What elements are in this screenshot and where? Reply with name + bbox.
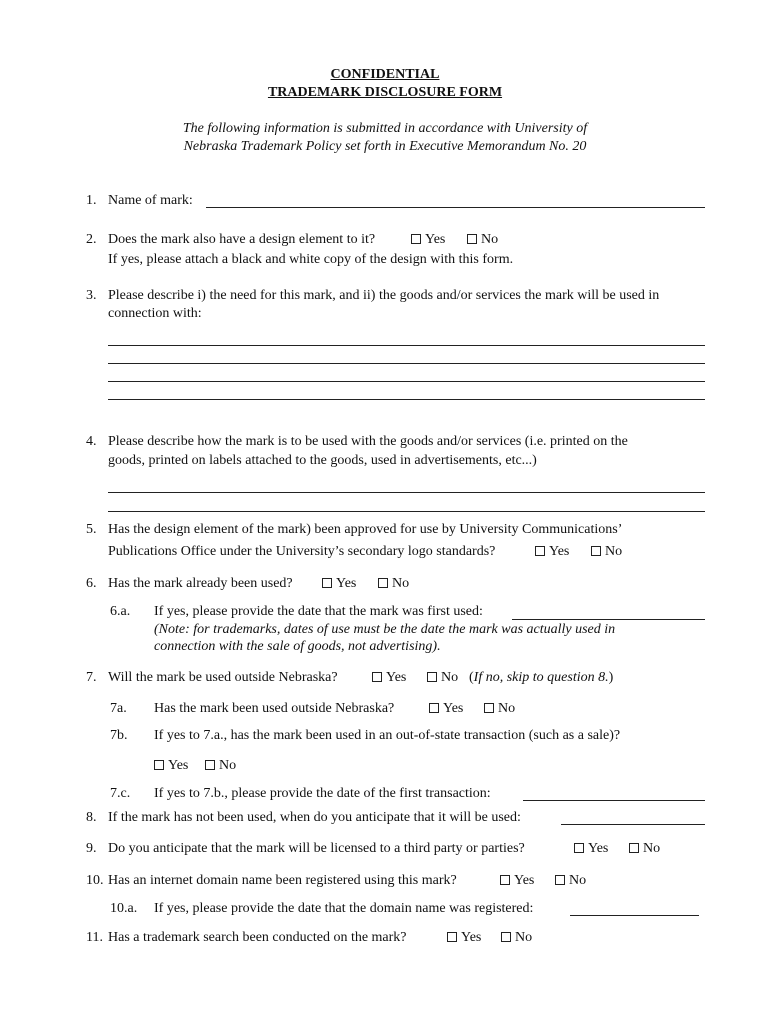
q7b-yes-checkbox[interactable]: Yes bbox=[154, 757, 188, 775]
checkbox-icon bbox=[378, 578, 388, 588]
checkbox-icon bbox=[322, 578, 332, 588]
q7b-number: 7b. bbox=[110, 728, 128, 743]
q2-yes-checkbox[interactable]: Yes bbox=[411, 231, 445, 249]
q2-label: Does the mark also have a design element to it? bbox=[108, 232, 376, 247]
intro-line-1: The following information is submitted in accordance with University of bbox=[182, 121, 588, 136]
q10-number: 10. bbox=[86, 873, 104, 888]
q1-label: Name of mark: bbox=[108, 193, 193, 208]
q11-label: Has a trademark search been conducted on the mark? bbox=[108, 930, 407, 945]
mark-name-field[interactable] bbox=[206, 207, 705, 208]
q3-answer-line-1[interactable] bbox=[108, 345, 705, 346]
checkbox-icon bbox=[484, 703, 494, 713]
checkbox-icon bbox=[591, 546, 601, 556]
q7-label: Will the mark be used outside Nebraska? bbox=[108, 670, 338, 685]
q3-label-line-2: connection with: bbox=[108, 306, 202, 321]
q3-number: 3. bbox=[86, 288, 97, 303]
q4-label-line-2: goods, printed on labels attached to the goods, used in advertisements, etc...) bbox=[108, 453, 537, 468]
q7-yes-checkbox[interactable]: Yes bbox=[372, 669, 406, 687]
q11-number: 11. bbox=[86, 930, 103, 945]
checkbox-icon bbox=[501, 932, 511, 942]
q7a-no-checkbox[interactable]: No bbox=[484, 700, 515, 718]
checkbox-icon bbox=[427, 672, 437, 682]
q3-answer-line-3[interactable] bbox=[108, 381, 705, 382]
checkbox-icon bbox=[411, 234, 421, 244]
q5-yes-checkbox[interactable]: Yes bbox=[535, 543, 569, 561]
q7b-no-checkbox[interactable]: No bbox=[205, 757, 236, 775]
checkbox-icon bbox=[447, 932, 457, 942]
checkbox-icon bbox=[205, 760, 215, 770]
q11-no-checkbox[interactable]: No bbox=[501, 929, 532, 947]
q2-number: 2. bbox=[86, 232, 97, 247]
q9-yes-checkbox[interactable]: Yes bbox=[574, 840, 608, 858]
q8-label: If the mark has not been used, when do you anticipate that it will be used: bbox=[108, 810, 521, 825]
q7c-label: If yes to 7.b., please provide the date of the first transaction: bbox=[154, 786, 491, 801]
q3-answer-line-4[interactable] bbox=[108, 399, 705, 400]
q10a-label: If yes, please provide the date that the domain name was registered: bbox=[154, 901, 534, 916]
q6a-label: If yes, please provide the date that the mark was first used: bbox=[154, 604, 483, 619]
domain-registration-date-field[interactable] bbox=[570, 915, 699, 916]
q4-label-line-1: Please describe how the mark is to be used with the goods and/or services (i.e. printed on the bbox=[108, 434, 628, 449]
q9-number: 9. bbox=[86, 841, 97, 856]
checkbox-icon bbox=[555, 875, 565, 885]
q4-number: 4. bbox=[86, 434, 97, 449]
q4-answer-line-1[interactable] bbox=[108, 492, 705, 493]
q6a-note-line-2: connection with the sale of goods, not advertising). bbox=[154, 639, 441, 654]
form-title-confidential: CONFIDENTIAL bbox=[330, 67, 440, 82]
q7a-yes-checkbox[interactable]: Yes bbox=[429, 700, 463, 718]
checkbox-icon bbox=[629, 843, 639, 853]
q10a-number: 10.a. bbox=[110, 901, 138, 916]
q7-no-checkbox[interactable]: No bbox=[427, 669, 458, 687]
q8-number: 8. bbox=[86, 810, 97, 825]
q7a-number: 7a. bbox=[110, 701, 127, 716]
q1-number: 1. bbox=[86, 193, 97, 208]
q7a-label: Has the mark been used outside Nebraska? bbox=[154, 701, 395, 716]
q7c-number: 7.c. bbox=[110, 786, 131, 801]
checkbox-icon bbox=[500, 875, 510, 885]
anticipated-use-date-field[interactable] bbox=[561, 824, 705, 825]
form-title: TRADEMARK DISCLOSURE FORM bbox=[267, 85, 503, 100]
q2-no-checkbox[interactable]: No bbox=[467, 231, 498, 249]
intro-line-2: Nebraska Trademark Policy set forth in Executive Memorandum No. 20 bbox=[183, 139, 587, 154]
q6a-number: 6.a. bbox=[110, 604, 131, 619]
q2-instructions: If yes, please attach a black and white copy of the design with this form. bbox=[108, 252, 514, 267]
q5-number: 5. bbox=[86, 522, 97, 537]
q6-no-checkbox[interactable]: No bbox=[378, 575, 409, 593]
q7-skip-note: (If no, skip to question 8.) bbox=[469, 670, 614, 685]
first-transaction-date-field[interactable] bbox=[523, 800, 705, 801]
q11-yes-checkbox[interactable]: Yes bbox=[447, 929, 481, 947]
checkbox-icon bbox=[535, 546, 545, 556]
q6-number: 6. bbox=[86, 576, 97, 591]
q3-answer-line-2[interactable] bbox=[108, 363, 705, 364]
checkbox-icon bbox=[467, 234, 477, 244]
q10-label: Has an internet domain name been registered using this mark? bbox=[108, 873, 457, 888]
q7b-label: If yes to 7.a., has the mark been used in an out-of-state transaction (such as a sale)? bbox=[154, 728, 621, 743]
q9-no-checkbox[interactable]: No bbox=[629, 840, 660, 858]
q4-answer-line-2[interactable] bbox=[108, 511, 705, 512]
q5-label-line-2: Publications Office under the University’s secondary logo standards? bbox=[108, 544, 496, 559]
q5-no-checkbox[interactable]: No bbox=[591, 543, 622, 561]
q5-label-line-1: Has the design element of the mark) been approved for use by University Communications’ bbox=[108, 522, 623, 537]
first-use-date-field[interactable] bbox=[512, 619, 705, 620]
checkbox-icon bbox=[574, 843, 584, 853]
q3-label-line-1: Please describe i) the need for this mark, and ii) the goods and/or services the mark will be used in bbox=[108, 288, 660, 303]
q9-label: Do you anticipate that the mark will be licensed to a third party or parties? bbox=[108, 841, 525, 856]
checkbox-icon bbox=[429, 703, 439, 713]
q10-no-checkbox[interactable]: No bbox=[555, 872, 586, 890]
checkbox-icon bbox=[154, 760, 164, 770]
q6-label: Has the mark already been used? bbox=[108, 576, 293, 591]
q6-yes-checkbox[interactable]: Yes bbox=[322, 575, 356, 593]
q7-number: 7. bbox=[86, 670, 97, 685]
checkbox-icon bbox=[372, 672, 382, 682]
q10-yes-checkbox[interactable]: Yes bbox=[500, 872, 534, 890]
q6a-note-line-1: (Note: for trademarks, dates of use must be the date the mark was actually used in bbox=[154, 622, 616, 637]
